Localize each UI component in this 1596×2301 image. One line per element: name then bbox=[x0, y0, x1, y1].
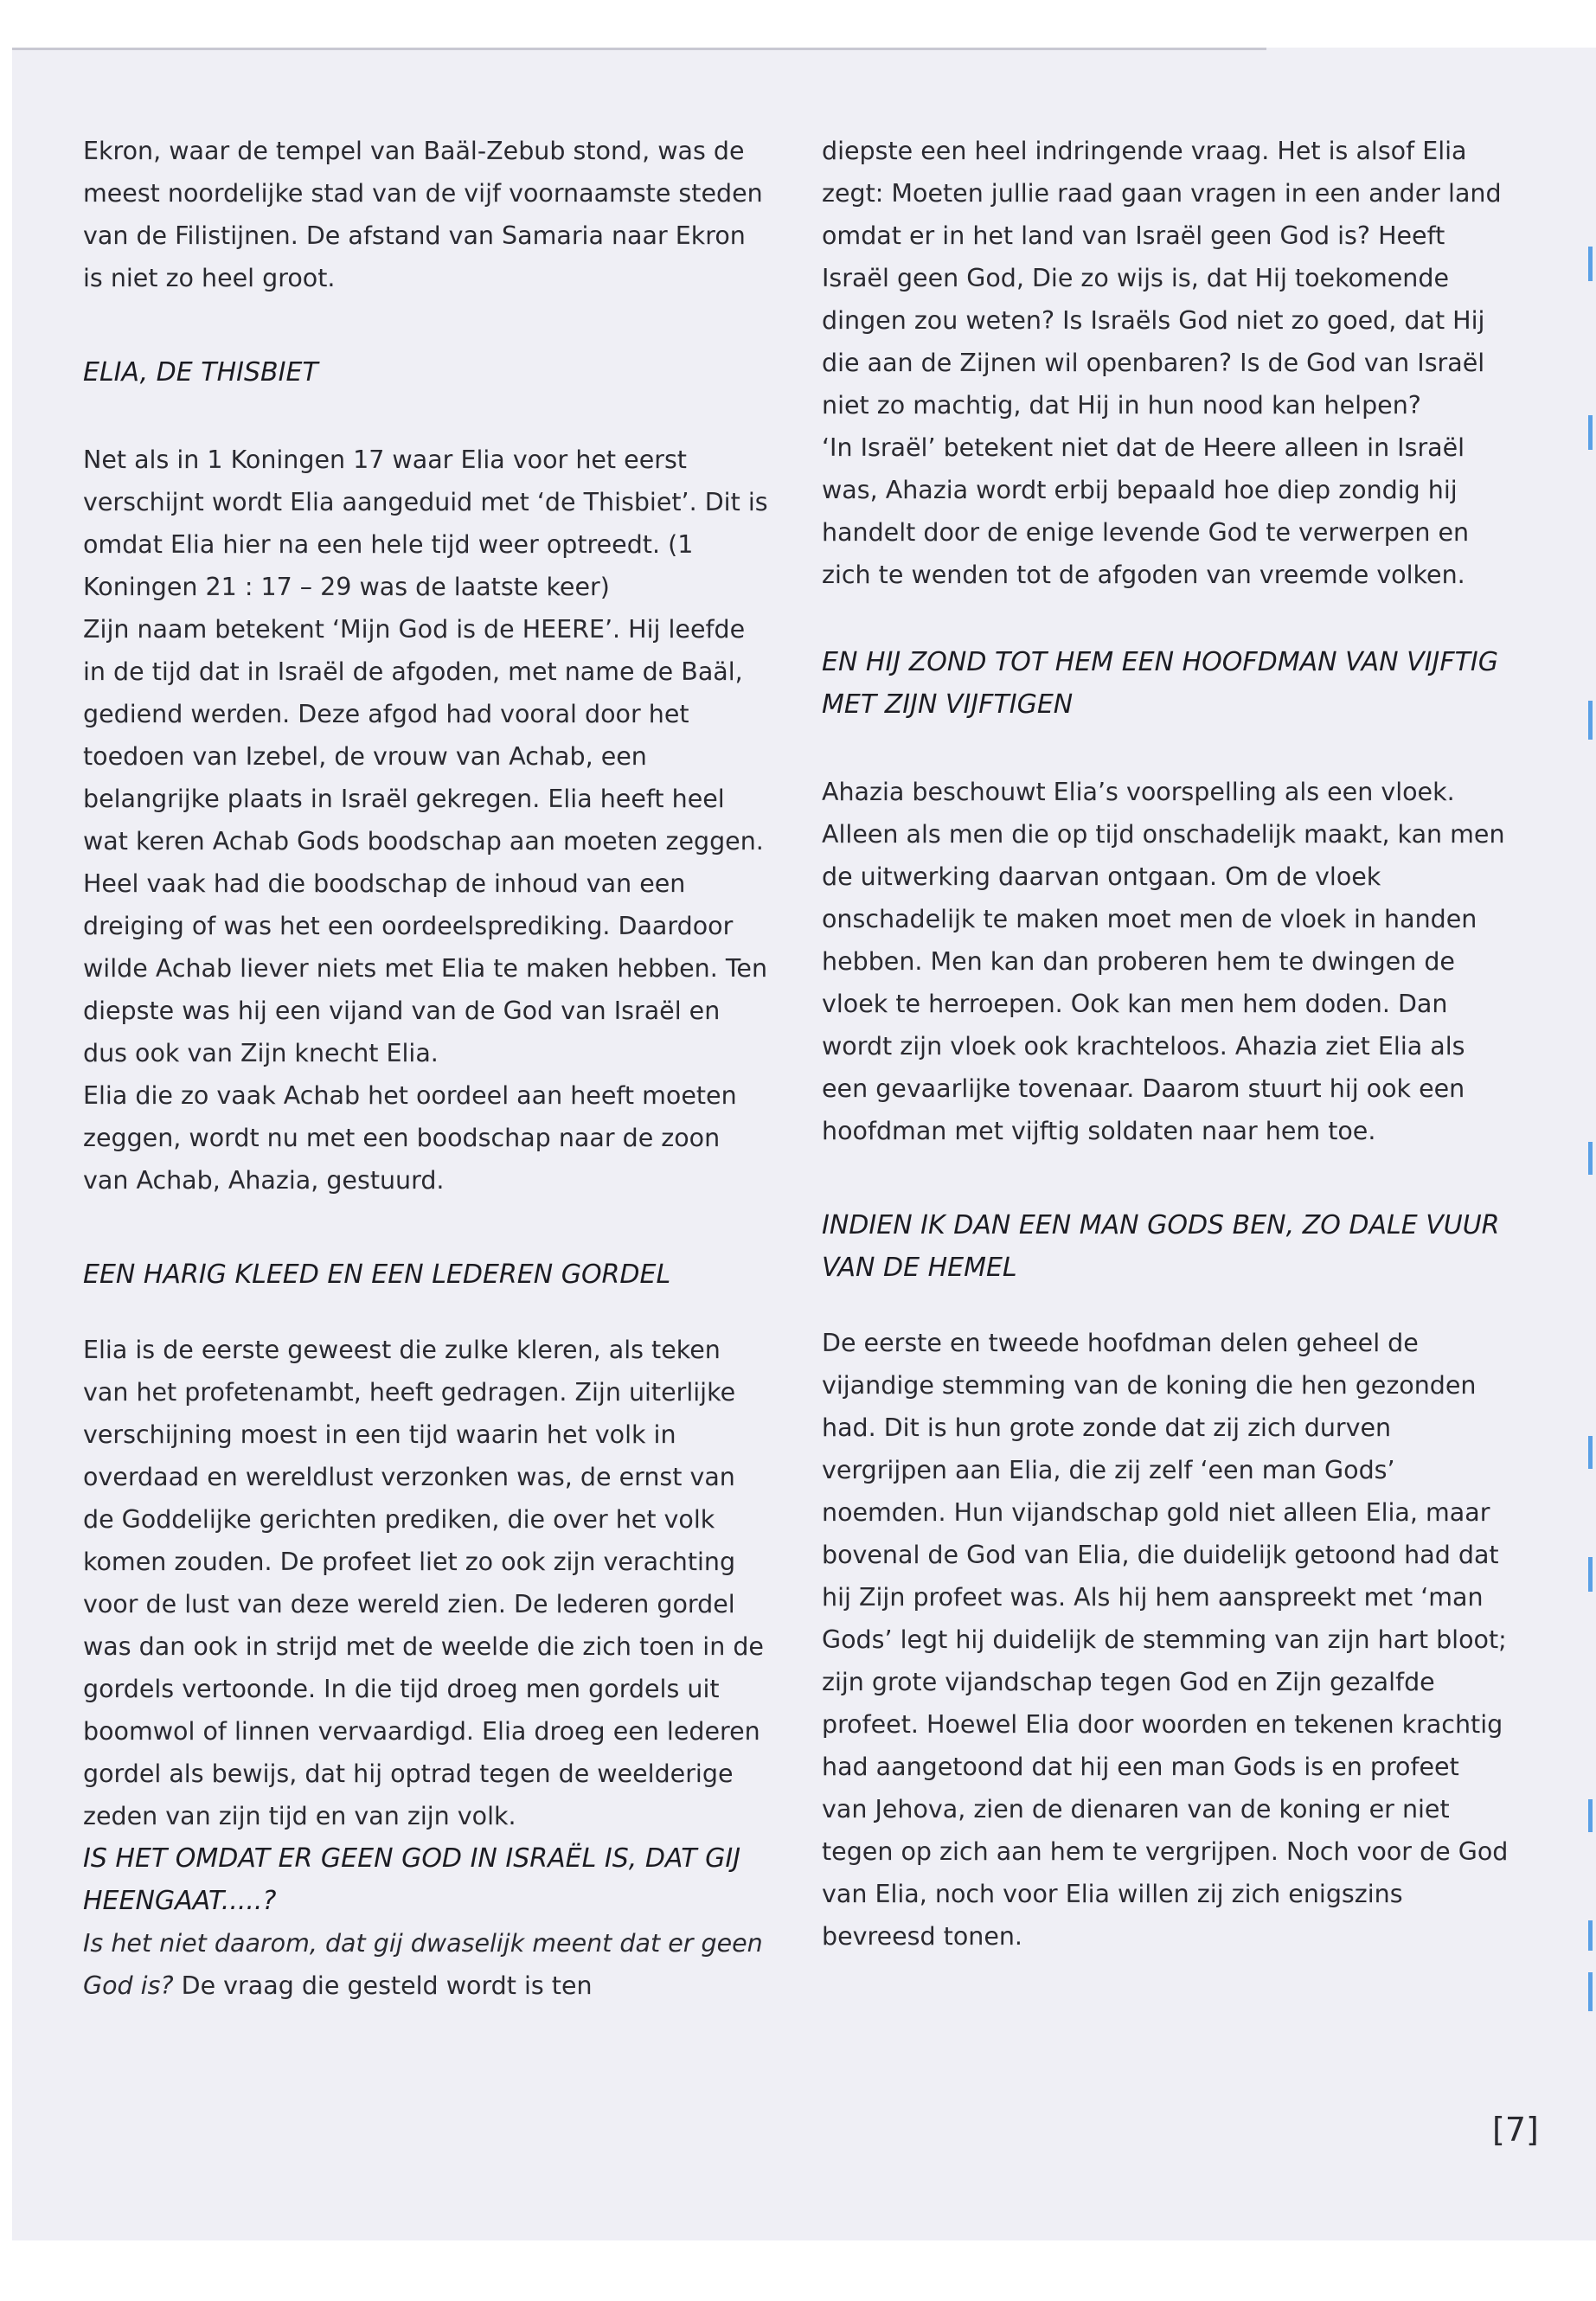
edge-mark bbox=[1588, 1142, 1593, 1175]
edge-mark bbox=[1588, 1799, 1593, 1832]
edge-mark bbox=[1588, 701, 1593, 740]
section-heading: EN HIJ ZOND TOT HEM EEN HOOFDMAN VAN VIJFTIG MET ZIJN VIJFTIGEN bbox=[822, 647, 1498, 720]
paragraph: De eerste en tweede hoofdman delen geheel de vijandige stemming van de koning die hen gezonden had. Dit is hun grote zonde dat zij zich durven vergrijpen aan Elia, die zij zelf ‘een man Gods’ noemden. Hun vijandschap gold niet alleen Elia, maar bovenal de God van Elia, die duidelijk getoond had dat hij Zijn profeet was. Als hij hem aanspreekt met ‘man Gods’ legt hij duidelijk de stemming van zijn hart bloot; zijn grote vijandschap tegen God en Zijn gezalfde profeet. Hoewel Elia door woorden en tekenen krachtig had aangetoond dat hij een man Gods is en profeet van Jehova, zien de dienaren van de koning er niet tegen op zich aan hem te vergrijpen. Noch voor de God van Elia, noch voor Elia willen zij zich enigszins bevreesd tonen. bbox=[822, 1329, 1509, 1951]
italic-question: Is het niet daarom, dat gij dwaselijk meent dat er geen God is? bbox=[83, 1929, 763, 2000]
section-heading: IS HET OMDAT ER GEEN GOD IN ISRAËL IS, DAT GIJ HEENGAAT.....? bbox=[83, 1843, 741, 1916]
edge-mark bbox=[1588, 415, 1593, 450]
page-number: [7] bbox=[1492, 2111, 1539, 2149]
paragraph: ‘In Israël’ betekent niet dat de Heere alleen in Israël was, Ahazia wordt erbij bepaald hoe diep zondig hij handelt door de enige levende God te verwerpen en zich te wenden tot de afgoden van vreemde volken. bbox=[822, 433, 1470, 589]
edge-mark bbox=[1588, 1972, 1593, 2011]
top-rule bbox=[12, 48, 1266, 50]
paragraph bbox=[83, 1922, 771, 2007]
paragraph: Elia is de eerste geweest die zulke kleren, als teken van het profetenambt, heeft gedragen. Zijn uiterlijke verschijning moest in een tijd waarin het volk in overdaad en wereldlust verzonken was, de ernst van de Goddelijke gerichten prediken, die over het volk komen zouden. De profeet liet zo ook zijn verachting voor de lust van deze wereld zien. De lederen gordel was dan ook in strijd met de weelde die zich toen in de gordels vertoonde. In die tijd droeg men gordels uit boomwol of linnen vervaardigd. Elia droeg een lederen gordel als bewijs, dat hij optrad tegen de weelderige zeden van zijn tijd en van zijn volk. bbox=[83, 1336, 764, 1830]
paragraph: Elia die zo vaak Achab het oordeel aan heeft moeten zeggen, wordt nu met een boodschap naar de zoon van Achab, Ahazia, gestuurd. bbox=[83, 1081, 737, 1195]
section-heading: INDIEN IK DAN EEN MAN GODS BEN, ZO DALE VUUR VAN DE HEMEL bbox=[822, 1210, 1500, 1283]
right-column bbox=[822, 130, 1509, 1958]
section-heading: EEN HARIG KLEED EN EEN LEDEREN GORDEL bbox=[83, 1259, 671, 1290]
paragraph-text: De vraag die gesteld wordt is ten bbox=[173, 1971, 593, 2000]
left-column bbox=[83, 130, 771, 2007]
edge-mark bbox=[1588, 1436, 1593, 1469]
paragraph: Zijn naam betekent ‘Mijn God is de HEERE’. Hij leefde in de tijd dat in Israël de afgoden, met name de Baäl, gediend werden. Deze afgod had vooral door het toedoen van Izebel, de vrouw van Achab, een belangrijke plaats in Israël gekregen. Elia heeft heel wat keren Achab Gods boodschap aan moeten zeggen. Heel vaak had die boodschap de inhoud van een dreiging of was het een oordeelsprediking. Daardoor wilde Achab liever niets met Elia te maken hebben. Ten diepste was hij een vijand van de God van Israël en dus ook van Zijn knecht Elia. bbox=[83, 615, 768, 1067]
edge-mark bbox=[1588, 247, 1593, 281]
section-heading: ELIA, DE THISBIET bbox=[83, 357, 318, 388]
edge-mark bbox=[1588, 1920, 1593, 1951]
paragraph: Ahazia beschouwt Elia’s voorspelling als een vloek. Alleen als men die op tijd onschadelijk maakt, kan men de uitwerking daarvan ontgaan. Om de vloek onschadelijk te maken moet men de vloek in handen hebben. Men kan dan proberen hem te dwingen de vloek te herroepen. Ook kan men hem doden. Dan wordt zijn vloek ook krachteloos. Ahazia ziet Elia als een gevaarlijke tovenaar. Daarom stuurt hij ook een hoofdman met vijftig soldaten naar hem toe. bbox=[822, 778, 1505, 1145]
paragraph: Net als in 1 Koningen 17 waar Elia voor het eerst verschijnt wordt Elia aangeduid met ‘de Thisbiet’. Dit is omdat Elia hier na een hele tijd weer optreedt. (1 Koningen 21 : 17 – 29 was de laatste keer) bbox=[83, 445, 768, 601]
paragraph: diepste een heel indringende vraag. Het is alsof Elia zegt: Moeten jullie raad gaan vragen in een ander land omdat er in het land van Israël geen God is? Heeft Israël geen God, Die zo wijs is, dat Hij toekomende dingen zou weten? Is Israëls God niet zo goed, dat Hij die aan de Zijnen wil openbaren? Is de God van Israël niet zo machtig, dat Hij in hun nood kan helpen? bbox=[822, 137, 1502, 420]
paragraph: Ekron, waar de tempel van Baäl-Zebub stond, was de meest noordelijke stad van de vijf voornaamste steden van de Filistijnen. De afstand van Samaria naar Ekron is niet zo heel groot. bbox=[83, 137, 763, 292]
edge-mark bbox=[1588, 1557, 1593, 1592]
